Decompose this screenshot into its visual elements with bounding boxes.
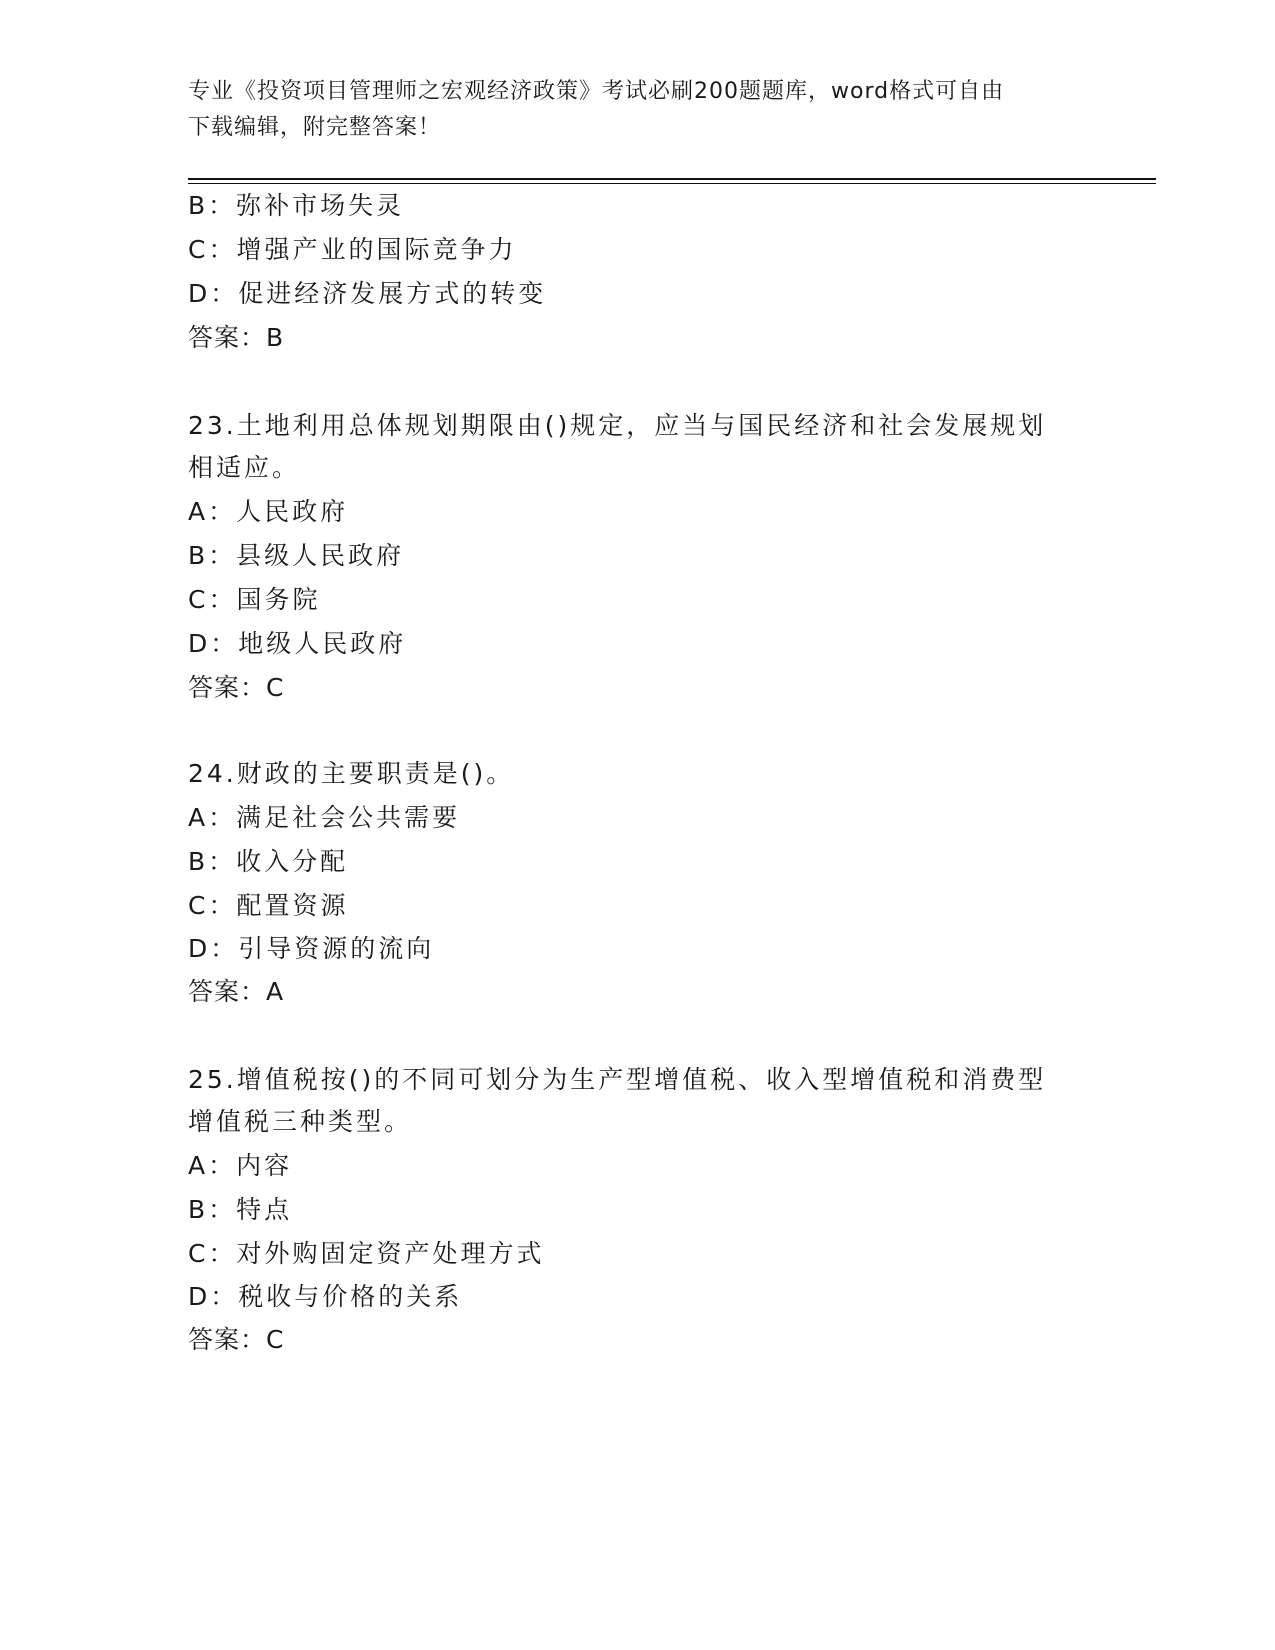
q24-stem-line-1: 24.财政的主要职责是()。	[188, 759, 515, 788]
q24-option-d: D：引导资源的流向	[188, 934, 435, 963]
q25-option-a: A：内容	[188, 1151, 293, 1180]
header-divider-thin	[188, 183, 1156, 184]
q22-answer: 答案：B	[188, 323, 285, 352]
header-divider-thick	[188, 178, 1156, 180]
q25-option-c: C：对外购固定资产处理方式	[188, 1239, 545, 1268]
q23-option-b: B：县级人民政府	[188, 541, 405, 570]
q22-option-b: B：弥补市场失灵	[188, 191, 405, 220]
q25-stem-line-1: 25.增值税按()的不同可划分为生产型增值税、收入型增值税和消费型	[188, 1065, 1047, 1094]
header-line-1: 专业《投资项目管理师之宏观经济政策》考试必刷200题题库，word格式可自由	[188, 79, 1005, 104]
q24-option-c: C：配置资源	[188, 891, 349, 920]
q23-stem-line-1: 23.土地利用总体规划期限由()规定，应当与国民经济和社会发展规划	[188, 411, 1047, 440]
q25-option-d: D：税收与价格的关系	[188, 1282, 463, 1311]
q22-option-c: C：增强产业的国际竞争力	[188, 235, 517, 264]
q23-option-a: A：人民政府	[188, 497, 349, 526]
q23-option-c: C：国务院	[188, 585, 321, 614]
q25-answer: 答案：C	[188, 1325, 285, 1354]
q25-option-b: B：特点	[188, 1195, 293, 1224]
q24-answer: 答案：A	[188, 977, 285, 1006]
header-line-2: 下载编辑，附完整答案！	[188, 115, 442, 140]
q23-option-d: D：地级人民政府	[188, 629, 407, 658]
q24-option-b: B：收入分配	[188, 847, 349, 876]
q22-option-d: D：促进经济发展方式的转变	[188, 279, 547, 308]
q25-stem-line-2: 增值税三种类型。	[188, 1107, 413, 1136]
q24-option-a: A：满足社会公共需要	[188, 803, 461, 832]
q23-stem-line-2: 相适应。	[188, 453, 301, 482]
document-header	[188, 74, 1088, 146]
q23-answer: 答案：C	[188, 673, 285, 702]
